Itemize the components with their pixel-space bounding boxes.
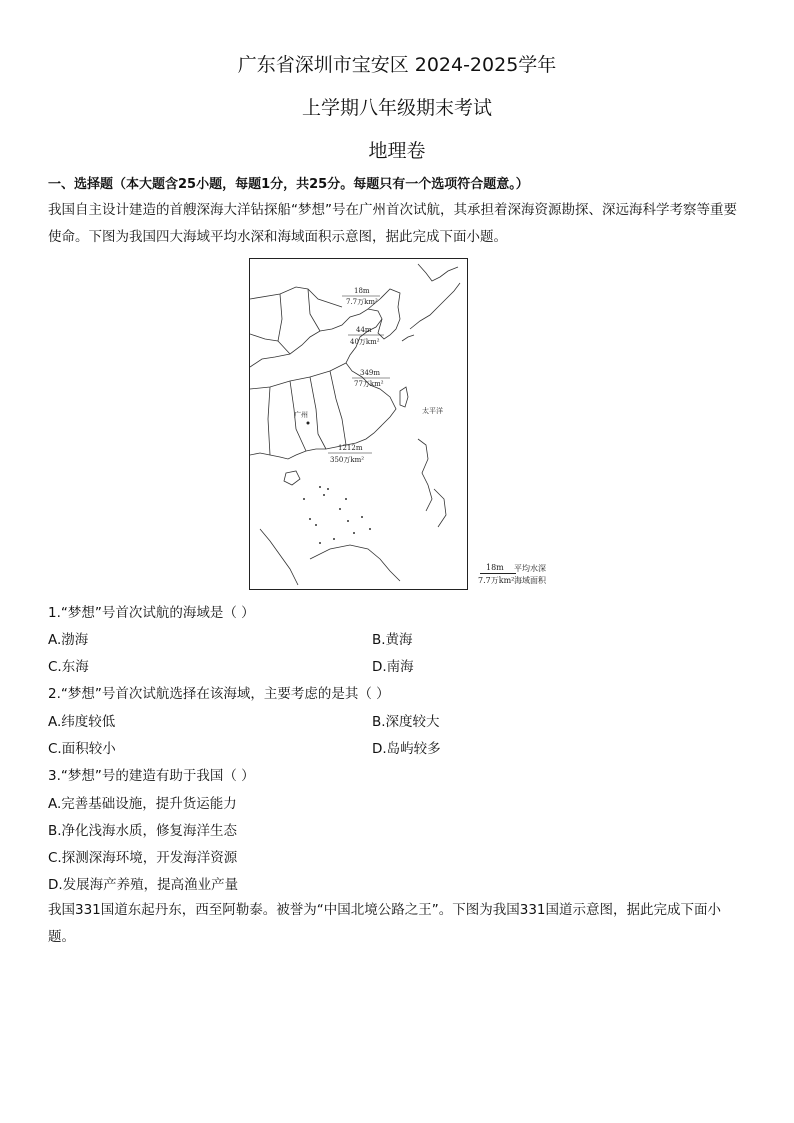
guangzhou-label: 广州	[294, 411, 308, 419]
q3-option-a: A.完善基础设施，提升货运能力	[48, 796, 237, 812]
exam-title: 广东省深圳市宝安区 2024-2025学年	[237, 54, 557, 76]
bohai-depth-label: 18m	[354, 287, 370, 295]
bohai-area-label: 7.7万km²	[346, 298, 378, 306]
q1-option-c: C.东海	[48, 659, 89, 675]
south-sea-depth-label: 1212m	[338, 444, 363, 452]
legend-depth-sample: 18m	[486, 563, 504, 572]
q3-option-d: D.发展海产养殖，提高渔业产量	[48, 877, 239, 893]
yellow-sea-area-label: 40万km²	[350, 338, 380, 346]
question-2: 2.“梦想”号首次试航选择在该海域，主要考虑的是其（ ）	[48, 686, 390, 702]
yellow-sea-depth-label: 44m	[356, 326, 372, 334]
q2-option-a: A.纬度较低	[48, 714, 116, 730]
q1-option-d: D.南海	[372, 659, 414, 675]
intro-paragraph-1: 我国自主设计建造的首艘深海大洋钻探船“梦想”号在广州首次试航，其承担着深海资源勘探、深远海科学考察等重要使命。下图为我国四大海域平均水深和海域面积示意图，据此完成下面小题。	[48, 202, 737, 245]
sea-depth-map	[249, 258, 468, 590]
q2-option-b: B.深度较大	[372, 714, 440, 730]
q2-option-d: D.岛屿较多	[372, 741, 441, 757]
east-sea-area-label: 77万km²	[354, 380, 384, 388]
east-sea-depth-label: 349m	[360, 369, 380, 377]
legend-area-label: 海域面积	[514, 576, 546, 585]
legend-area-sample: 7.7万km²	[478, 576, 515, 585]
q1-option-b: B.黄海	[372, 632, 413, 648]
section-heading: 一、选择题（本大题含25小题，每题1分，共25分。每题只有一个选项符合题意。）	[48, 177, 529, 192]
q2-option-c: C.面积较小	[48, 741, 116, 757]
intro-paragraph-2: 我国331国道东起丹东，西至阿勒泰。被誉为“中国北境公路之王”。下图为我国331国道示意图，据此完成下面小题。	[48, 902, 722, 945]
subject-title: 地理卷	[368, 140, 426, 162]
map-legend	[478, 561, 568, 591]
exam-subtitle: 上学期八年级期末考试	[301, 97, 492, 119]
legend-depth-label: 平均水深	[514, 564, 546, 573]
q1-option-a: A.渤海	[48, 632, 89, 648]
q3-option-c: C.探测深海环境，开发海洋资源	[48, 850, 238, 866]
question-1: 1.“梦想”号首次试航的海域是（ ）	[48, 605, 255, 621]
q3-option-b: B.净化浅海水质，修复海洋生态	[48, 823, 238, 839]
pacific-label: 太平洋	[422, 407, 443, 415]
south-sea-area-label: 350万km²	[330, 456, 365, 464]
question-3: 3.“梦想”号的建造有助于我国（ ）	[48, 768, 255, 784]
